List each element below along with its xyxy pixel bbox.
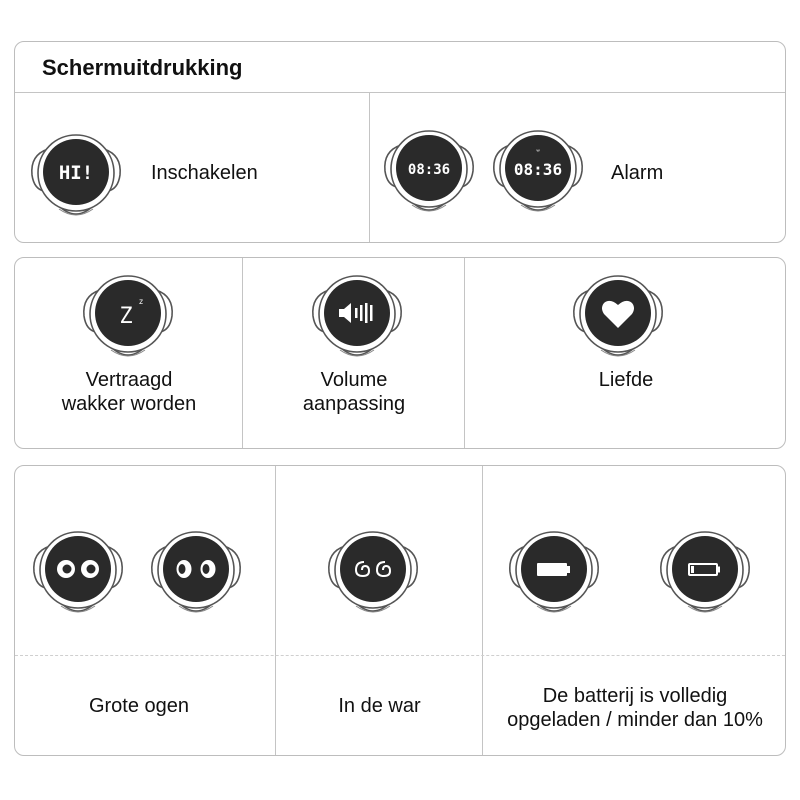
- clock-volume-icon: [305, 270, 409, 362]
- label-confused: In de war: [338, 695, 421, 717]
- label-volume: [243, 368, 465, 416]
- row-card-3: [14, 465, 786, 756]
- column-divider: [464, 258, 465, 448]
- label-alarm: Alarm: [611, 162, 664, 184]
- label-big-eyes: Grote ogen: [88, 695, 190, 717]
- alarm-indicator: ʷ: [536, 148, 540, 156]
- label-love: Liefde: [598, 369, 654, 391]
- label-volume-line1: Volume: [320, 369, 388, 391]
- clock-snooze-icon: [76, 270, 180, 362]
- dashed-divider: [15, 655, 785, 656]
- page-title: Schermuitdrukking: [42, 55, 243, 80]
- clock-alarm-icon-right: [486, 125, 590, 217]
- hi-screen-text: HI!: [58, 162, 94, 184]
- clock-love-icon: [566, 270, 670, 362]
- clock-hi-icon: [24, 129, 128, 221]
- clock-eyes-icon-right: [144, 526, 248, 618]
- clock-eyes-icon-left: [26, 526, 130, 618]
- label-snooze-line1: Vertraagd: [85, 369, 173, 391]
- clock-confused-icon: [321, 526, 425, 618]
- label-snooze: [15, 368, 243, 416]
- clock-battery-low-icon: [653, 526, 757, 618]
- clock-alarm-icon-left: [377, 125, 481, 217]
- label-power-on: Inschakelen: [151, 162, 258, 184]
- snooze-z: Z: [119, 304, 133, 329]
- header-divider: [15, 92, 785, 93]
- row-card-1: [14, 41, 786, 243]
- battery-full-icon: [537, 563, 570, 576]
- clock-battery-full-icon: [502, 526, 606, 618]
- label-snooze-line2: wakker worden: [61, 393, 197, 415]
- snooze-z-small: z: [138, 297, 144, 306]
- label-battery-line2: opgeladen / minder dan 10%: [507, 709, 763, 731]
- alarm-screen-text-left: 08:36: [407, 162, 451, 178]
- label-battery-line1: De batterij is volledig: [542, 685, 728, 707]
- column-divider: [369, 92, 370, 242]
- column-divider: [242, 258, 243, 448]
- label-battery: [483, 684, 787, 732]
- label-volume-line2: aanpassing: [302, 393, 406, 415]
- alarm-screen-text-right: 08:36: [513, 160, 563, 179]
- row-card-2: [14, 257, 786, 449]
